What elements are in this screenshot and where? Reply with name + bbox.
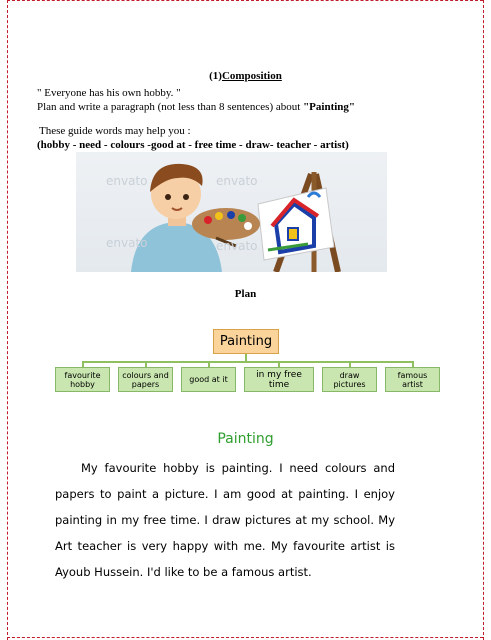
watermark-text: envato (216, 174, 258, 188)
guide-label: These guide words may help you : (39, 125, 191, 137)
watermark-text: envato (106, 236, 148, 250)
watermark-text: envato (216, 239, 258, 253)
page-border-top (7, 0, 483, 1)
mind-map-root: Painting (213, 329, 279, 354)
mind-map-child: famous artist (385, 367, 440, 392)
mind-map-child: favourite hobby (55, 367, 110, 392)
hobby-quote: " Everyone has his own hobby. " (37, 87, 181, 99)
watermark-text: envato (106, 174, 148, 188)
instruction-text: Plan and write a paragraph (not less than 8 sentences) about (37, 101, 304, 113)
easel-illustration (258, 172, 338, 272)
mind-map-connector (82, 361, 414, 363)
paragraph-title: Painting (217, 431, 274, 447)
plan-label: Plan (234, 288, 257, 300)
mind-map-child: good at it (181, 367, 236, 392)
page-border-bottom (7, 637, 483, 638)
guide-words: (hobby - need - colours -good at - free time - draw- teacher - artist) (37, 139, 349, 151)
page-border-left (7, 0, 8, 640)
paragraph-body: My favourite hobby is painting. I need colours and papers to paint a picture. I am good at painting. I enjoy painting in my free time. I draw pictures at my school. My Art teacher is very happy with me. My favourite artist is Ayoub Hussein. I'd like to be a famous artist. (55, 461, 395, 579)
heading-number: (1) (209, 70, 222, 82)
heading-title: Composition (221, 70, 282, 82)
page-border-right (483, 0, 484, 640)
composition-heading (0, 70, 491, 82)
mind-map-child: in my free time (244, 367, 314, 392)
mind-map-child: colours and papers (118, 367, 173, 392)
mind-map-child: draw pictures (322, 367, 377, 392)
topic-text: "Painting" (303, 101, 356, 113)
boy-painting-illustration (76, 152, 387, 272)
instruction-line (37, 101, 355, 113)
